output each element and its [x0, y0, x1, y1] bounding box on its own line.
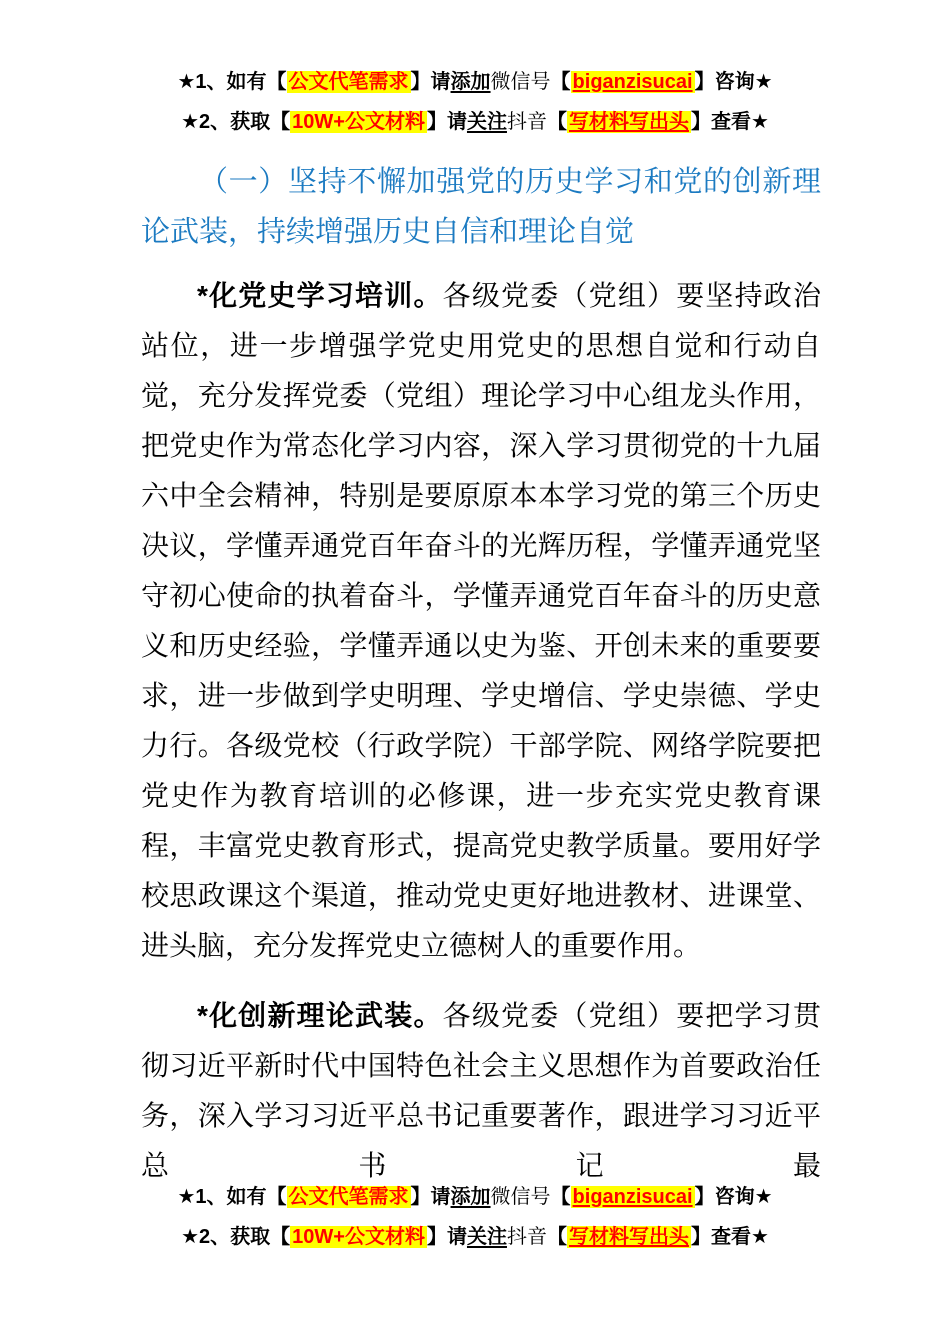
- promo-highlight-service: 公文代笔需求: [288, 71, 409, 93]
- promo-wechat-id: biganzisucai: [572, 71, 693, 93]
- promo-wechat-label: 微信号: [490, 71, 551, 93]
- promo-header-line-1: [0, 62, 950, 102]
- promo-suffix-text: 】咨询★: [694, 1186, 773, 1208]
- promo-follow-link: 关注: [466, 1226, 507, 1248]
- promo-prefix-text: ★1、如有【: [177, 71, 287, 93]
- promo-bracket-open: 【: [546, 1226, 567, 1248]
- promo-mid-text: 】请: [426, 1226, 467, 1248]
- promo-follow-link: 关注: [466, 111, 507, 133]
- promo-wechat-id: biganzisucai: [572, 1186, 693, 1208]
- promo-suffix-text: 】查看★: [690, 111, 769, 133]
- promo-mid-text: 】请: [426, 111, 467, 133]
- promo-douyin-name: 写材料写出头: [568, 1226, 689, 1248]
- promo-footer-line-1: [0, 1177, 950, 1217]
- promo-highlight-materials: 10W+公文材料: [292, 1226, 425, 1248]
- promo-mid-text: 】请: [410, 71, 451, 93]
- promo-suffix-text: 】查看★: [690, 1226, 769, 1248]
- promo-add-link: 添加: [450, 71, 491, 93]
- paragraph-lead: *化创新理论武装。: [197, 1000, 443, 1031]
- promo-prefix-text: ★2、获取【: [181, 111, 291, 133]
- paragraph-body: 各级党委（党组）要坚持政治站位，进一步增强学党史用党史的思想自觉和行动自觉，充分发挥党委（党组）理论学习中心组龙头作用，把党史作为常态化学习内容，深入学习贯彻党的十九届六中全会精神，特别是要原原本本学习党的第三个历史决议，学懂弄通党百年奋斗的光辉历程，学懂弄通党坚守初心使命的执着奋斗，学懂弄通党百年奋斗的历史意义和历史经验，学懂弄通以史为鉴、开创未来的重要要求，进一步做到学史明理、学史增信、学史崇德、学史力行。各级党校（行政学院）干部学院、网络学院要把党史作为教育培训的必修课，进一步充实党史教育课程，丰富党史教育形式，提高党史教学质量。要用好学校思政课这个渠道，推动党史更好地进教材、进课堂、进头脑，充分发挥党史立德树人的重要作用。: [141, 280, 821, 961]
- promo-footer: [0, 1177, 950, 1257]
- promo-douyin-label: 抖音: [506, 1226, 547, 1248]
- promo-suffix-text: 】咨询★: [694, 71, 773, 93]
- promo-add-link: 添加: [450, 1186, 491, 1208]
- promo-mid-text: 】请: [410, 1186, 451, 1208]
- promo-highlight-materials: 10W+公文材料: [292, 111, 425, 133]
- paragraph-innovation-theory: [141, 991, 821, 1191]
- section-heading: （一）坚持不懈加强党的历史学习和党的创新理论武装，持续增强历史自信和理论自觉: [141, 166, 821, 248]
- paragraph-body: 各级党委（党组）要把学习贯彻习近平新时代中国特色社会主义思想作为首要政治任务，深入学习习近平总书记重要著作，跟进学习习近平总书记最: [141, 1000, 821, 1181]
- promo-footer-line-2: [0, 1217, 950, 1257]
- promo-header: [0, 62, 950, 142]
- promo-bracket-open: 【: [550, 1186, 571, 1208]
- promo-prefix-text: ★2、获取【: [181, 1226, 291, 1248]
- promo-header-line-2: [0, 102, 950, 142]
- promo-highlight-service: 公文代笔需求: [288, 1186, 409, 1208]
- promo-douyin-name: 写材料写出头: [568, 111, 689, 133]
- paragraph-party-history-training: [141, 271, 821, 971]
- promo-bracket-open: 【: [550, 71, 571, 93]
- promo-douyin-label: 抖音: [506, 111, 547, 133]
- promo-prefix-text: ★1、如有【: [177, 1186, 287, 1208]
- promo-wechat-label: 微信号: [490, 1186, 551, 1208]
- promo-bracket-open: 【: [546, 111, 567, 133]
- paragraph-lead: *化党史学习培训。: [197, 280, 443, 311]
